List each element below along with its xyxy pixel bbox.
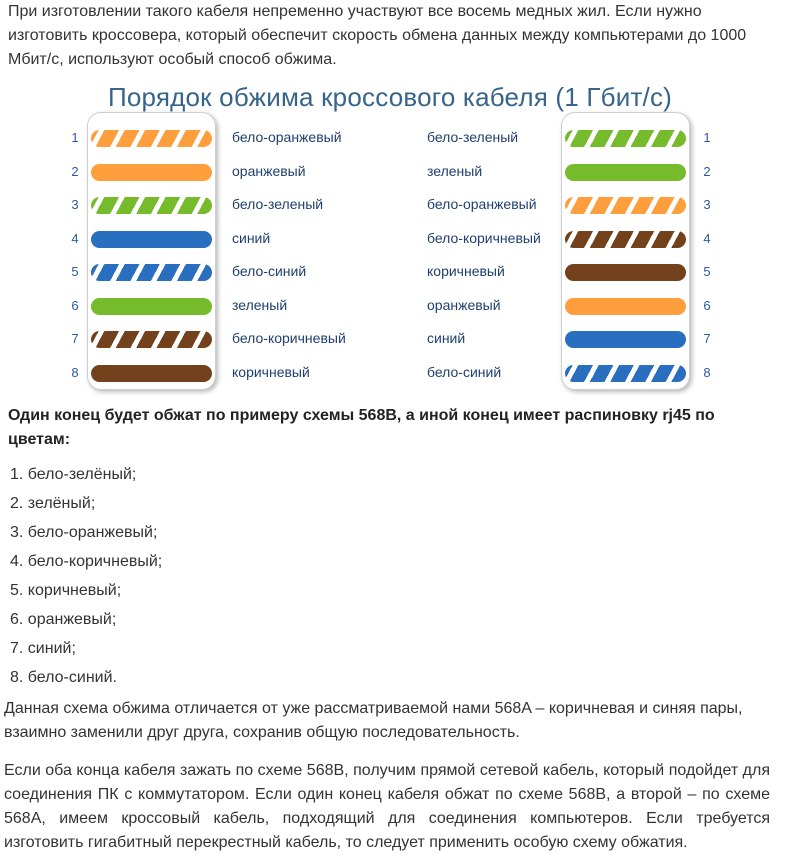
left-wire-label: бело-коричневый: [232, 330, 346, 346]
list-item: 5. коричневый;: [10, 582, 122, 599]
right-pin-number: 6: [703, 297, 711, 313]
right-wire-label: бело-оранжевый: [427, 196, 537, 212]
paragraph-568a-comparison: Данная схема обжима отличается от уже рассматриваемой нами 568A – коричневая и синяя пары, взаимно заменили друг друга, сохранив общую последовательность.: [4, 700, 743, 741]
right-wire-label: бело-коричневый: [427, 229, 541, 246]
left-wire-label: зеленый: [232, 296, 288, 313]
right-wire-label: оранжевый: [427, 296, 501, 313]
list-item: 4. бело-коричневый;: [10, 553, 163, 570]
left-wire-blue-striped: [91, 264, 212, 281]
right-wire-label: зеленый: [427, 162, 483, 179]
left-wire-orange-striped: [91, 130, 212, 147]
right-wire-green-striped: [565, 130, 686, 147]
right-wire-brown-striped: [565, 231, 686, 248]
right-pin-number: 8: [703, 364, 711, 380]
left-pin-number: 3: [71, 197, 79, 212]
left-pin-number: 6: [71, 297, 79, 313]
right-wire-blue-striped: [565, 365, 686, 382]
right-wire-label: бело-зеленый: [427, 129, 519, 145]
left-wire-label: бело-зеленый: [232, 196, 324, 212]
list-item: 1. бело-зелёный;: [10, 466, 137, 483]
right-wire-green-solid: [565, 164, 686, 181]
list-item: 6. оранжевый;: [10, 611, 117, 628]
left-wire-orange-solid: [91, 164, 212, 181]
list-item: 3. бело-оранжевый;: [10, 524, 158, 541]
left-pin-number: 5: [71, 264, 79, 279]
right-wire-brown-solid: [565, 264, 686, 281]
paragraph-cable-types: Если оба конца кабеля зажать по схеме 568B, получим прямой сетевой кабель, который подойдет для соединения ПК с коммутатором. Если один конец кабеля обжат по схеме 568B, а второй – по схеме 568A, имеем кроссовый кабель, подходящий для соединения компьютеров. Если требуется изготовить гигабитный перекрестный кабель, то следует применить особую схему обжатия.: [4, 762, 770, 851]
intro-paragraph: При изготовлении такого кабеля непременно участвуют все восемь медных жил. Если нужно изготовить кроссовера, который обеспечит скорость обмена данных между компьютерами до 1000 Мбит/с, используют особый способ обжима.: [8, 3, 747, 68]
right-wire-blue-solid: [565, 331, 686, 348]
pinout-heading: Один конец будет обжат по примеру схемы 568B, а иной конец имеет распиновку rj45 по цветам:: [8, 407, 715, 448]
left-wire-label: синий: [232, 229, 271, 246]
right-wire-orange-striped: [565, 197, 686, 214]
right-wire-label: коричневый: [427, 263, 505, 279]
left-wire-brown-solid: [91, 365, 212, 382]
left-wire-blue-solid: [91, 231, 212, 248]
right-wire-orange-solid: [565, 298, 686, 315]
right-pin-number: 7: [703, 331, 711, 346]
left-wire-label: коричневый: [232, 363, 310, 380]
right-pin-number: 1: [703, 130, 711, 145]
right-wire-label: синий: [427, 330, 466, 346]
left-connector-panel: [87, 112, 216, 390]
right-pin-number: 4: [703, 230, 711, 246]
left-wire-label: бело-синий: [232, 263, 307, 279]
left-wire-label: бело-оранжевый: [232, 129, 342, 145]
list-item: 7. синий;: [10, 640, 76, 657]
diagram-title: Порядок обжима кроссового кабеля (1 Гбит/с): [107, 82, 673, 112]
right-connector-panel: [561, 112, 690, 390]
left-wire-brown-striped: [91, 331, 212, 348]
crossover-crimp-diagram: [60, 80, 720, 400]
left-pin-number: 2: [71, 163, 79, 179]
right-pin-number: 3: [703, 197, 711, 212]
left-pin-number: 4: [71, 230, 79, 246]
right-wire-label: бело-синий: [427, 363, 502, 380]
left-wire-green-solid: [91, 298, 212, 315]
left-pin-number: 1: [71, 130, 79, 145]
right-pin-number: 2: [703, 163, 711, 179]
list-item: 8. бело-синий.: [10, 669, 117, 686]
left-pin-number: 8: [71, 364, 79, 380]
list-item: 2. зелёный;: [10, 495, 96, 512]
left-pin-number: 7: [71, 331, 79, 346]
left-wire-green-striped: [91, 197, 212, 214]
right-pin-number: 5: [703, 264, 711, 279]
left-wire-label: оранжевый: [232, 162, 306, 179]
